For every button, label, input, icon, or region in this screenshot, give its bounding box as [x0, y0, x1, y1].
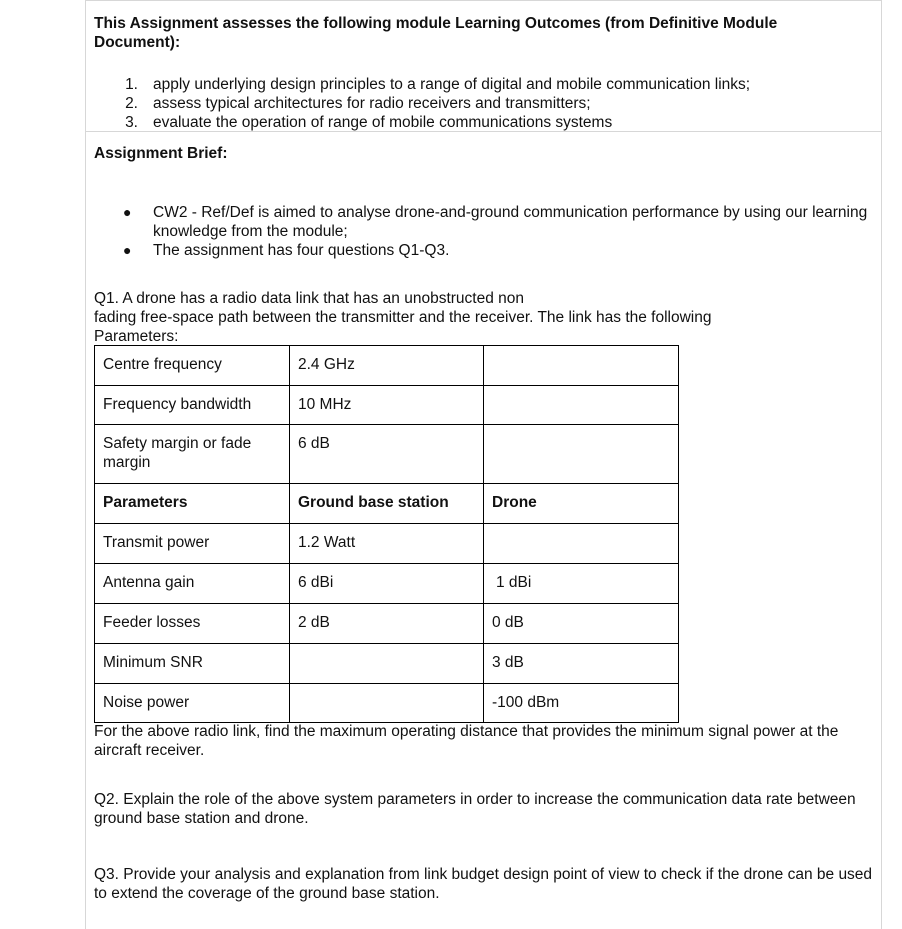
brief-bullet-text: CW2 - Ref/Def is aimed to analyse drone-and-ground communication performance by using our learning knowledge from the module;	[153, 204, 868, 240]
bullet-icon: ●	[123, 204, 132, 220]
table-cell: 2 dB	[290, 604, 484, 644]
table-cell	[484, 425, 679, 484]
table-cell	[290, 684, 484, 723]
q1-intro-line: fading free-space path between the transmitter and the receiver. The link has the following	[94, 309, 712, 326]
outcomes-heading: This Assignment assesses the following module Learning Outcomes (from Definitive Module Document):	[94, 15, 778, 51]
table-cell: Transmit power	[95, 524, 290, 564]
table-cell: Safety margin or fade margin	[95, 425, 290, 484]
table-row	[95, 644, 679, 684]
table-cell: Noise power	[95, 684, 290, 723]
parameters-table	[94, 345, 679, 723]
table-cell: 2.4 GHz	[290, 346, 484, 386]
table-cell: Centre frequency	[95, 346, 290, 386]
table-header-cell: Parameters	[95, 484, 290, 524]
table-row	[95, 604, 679, 644]
table-row	[95, 386, 679, 425]
bullet-icon: ●	[123, 242, 132, 258]
table-cell	[484, 386, 679, 425]
table-row	[95, 564, 679, 604]
table-cell	[484, 346, 679, 386]
table-cell: Minimum SNR	[95, 644, 290, 684]
table-cell: 0 dB	[484, 604, 679, 644]
q1-intro-line: Q1. A drone has a radio data link that has an unobstructed non	[94, 290, 524, 307]
q1-intro-line: Parameters:	[94, 328, 179, 345]
table-cell: 6 dBi	[290, 564, 484, 604]
table-header-cell: Ground base station	[290, 484, 484, 524]
outcome-text: apply underlying design principles to a range of digital and mobile communication links;	[153, 76, 751, 93]
table-cell: 6 dB	[290, 425, 484, 484]
table-cell: 1.2 Watt	[290, 524, 484, 564]
question-3: Q3. Provide your analysis and explanation from link budget design point of view to check if the drone can be used to extend the coverage of the ground base station.	[94, 866, 873, 902]
question-2: Q2. Explain the role of the above system parameters in order to increase the communication data rate between ground base station and drone.	[94, 791, 856, 827]
q1-task: For the above radio link, find the maximum operating distance that provides the minimum signal power at the aircraft receiver.	[94, 723, 839, 759]
table-cell: 3 dB	[484, 644, 679, 684]
outcome-number: 2.	[125, 95, 138, 112]
table-row	[95, 425, 679, 484]
outcome-text: evaluate the operation of range of mobile communications systems	[153, 114, 613, 131]
table-cell: -100 dBm	[484, 684, 679, 723]
table-cell: 10 MHz	[290, 386, 484, 425]
table-cell	[290, 644, 484, 684]
table-cell: Antenna gain	[95, 564, 290, 604]
brief-heading: Assignment Brief:	[94, 145, 228, 162]
table-row	[95, 346, 679, 386]
table-header-row	[95, 484, 679, 524]
outcome-number: 1.	[125, 76, 138, 93]
table-row	[95, 684, 679, 723]
table-cell: 1 dBi	[484, 564, 679, 604]
table-cell: Feeder losses	[95, 604, 290, 644]
table-cell: Frequency bandwidth	[95, 386, 290, 425]
outcome-text: assess typical architectures for radio receivers and transmitters;	[153, 95, 591, 112]
table-cell	[484, 524, 679, 564]
table-header-cell: Drone	[484, 484, 679, 524]
table-row	[95, 524, 679, 564]
brief-bullet-text: The assignment has four questions Q1-Q3.	[153, 242, 450, 259]
outcome-number: 3.	[125, 114, 138, 131]
